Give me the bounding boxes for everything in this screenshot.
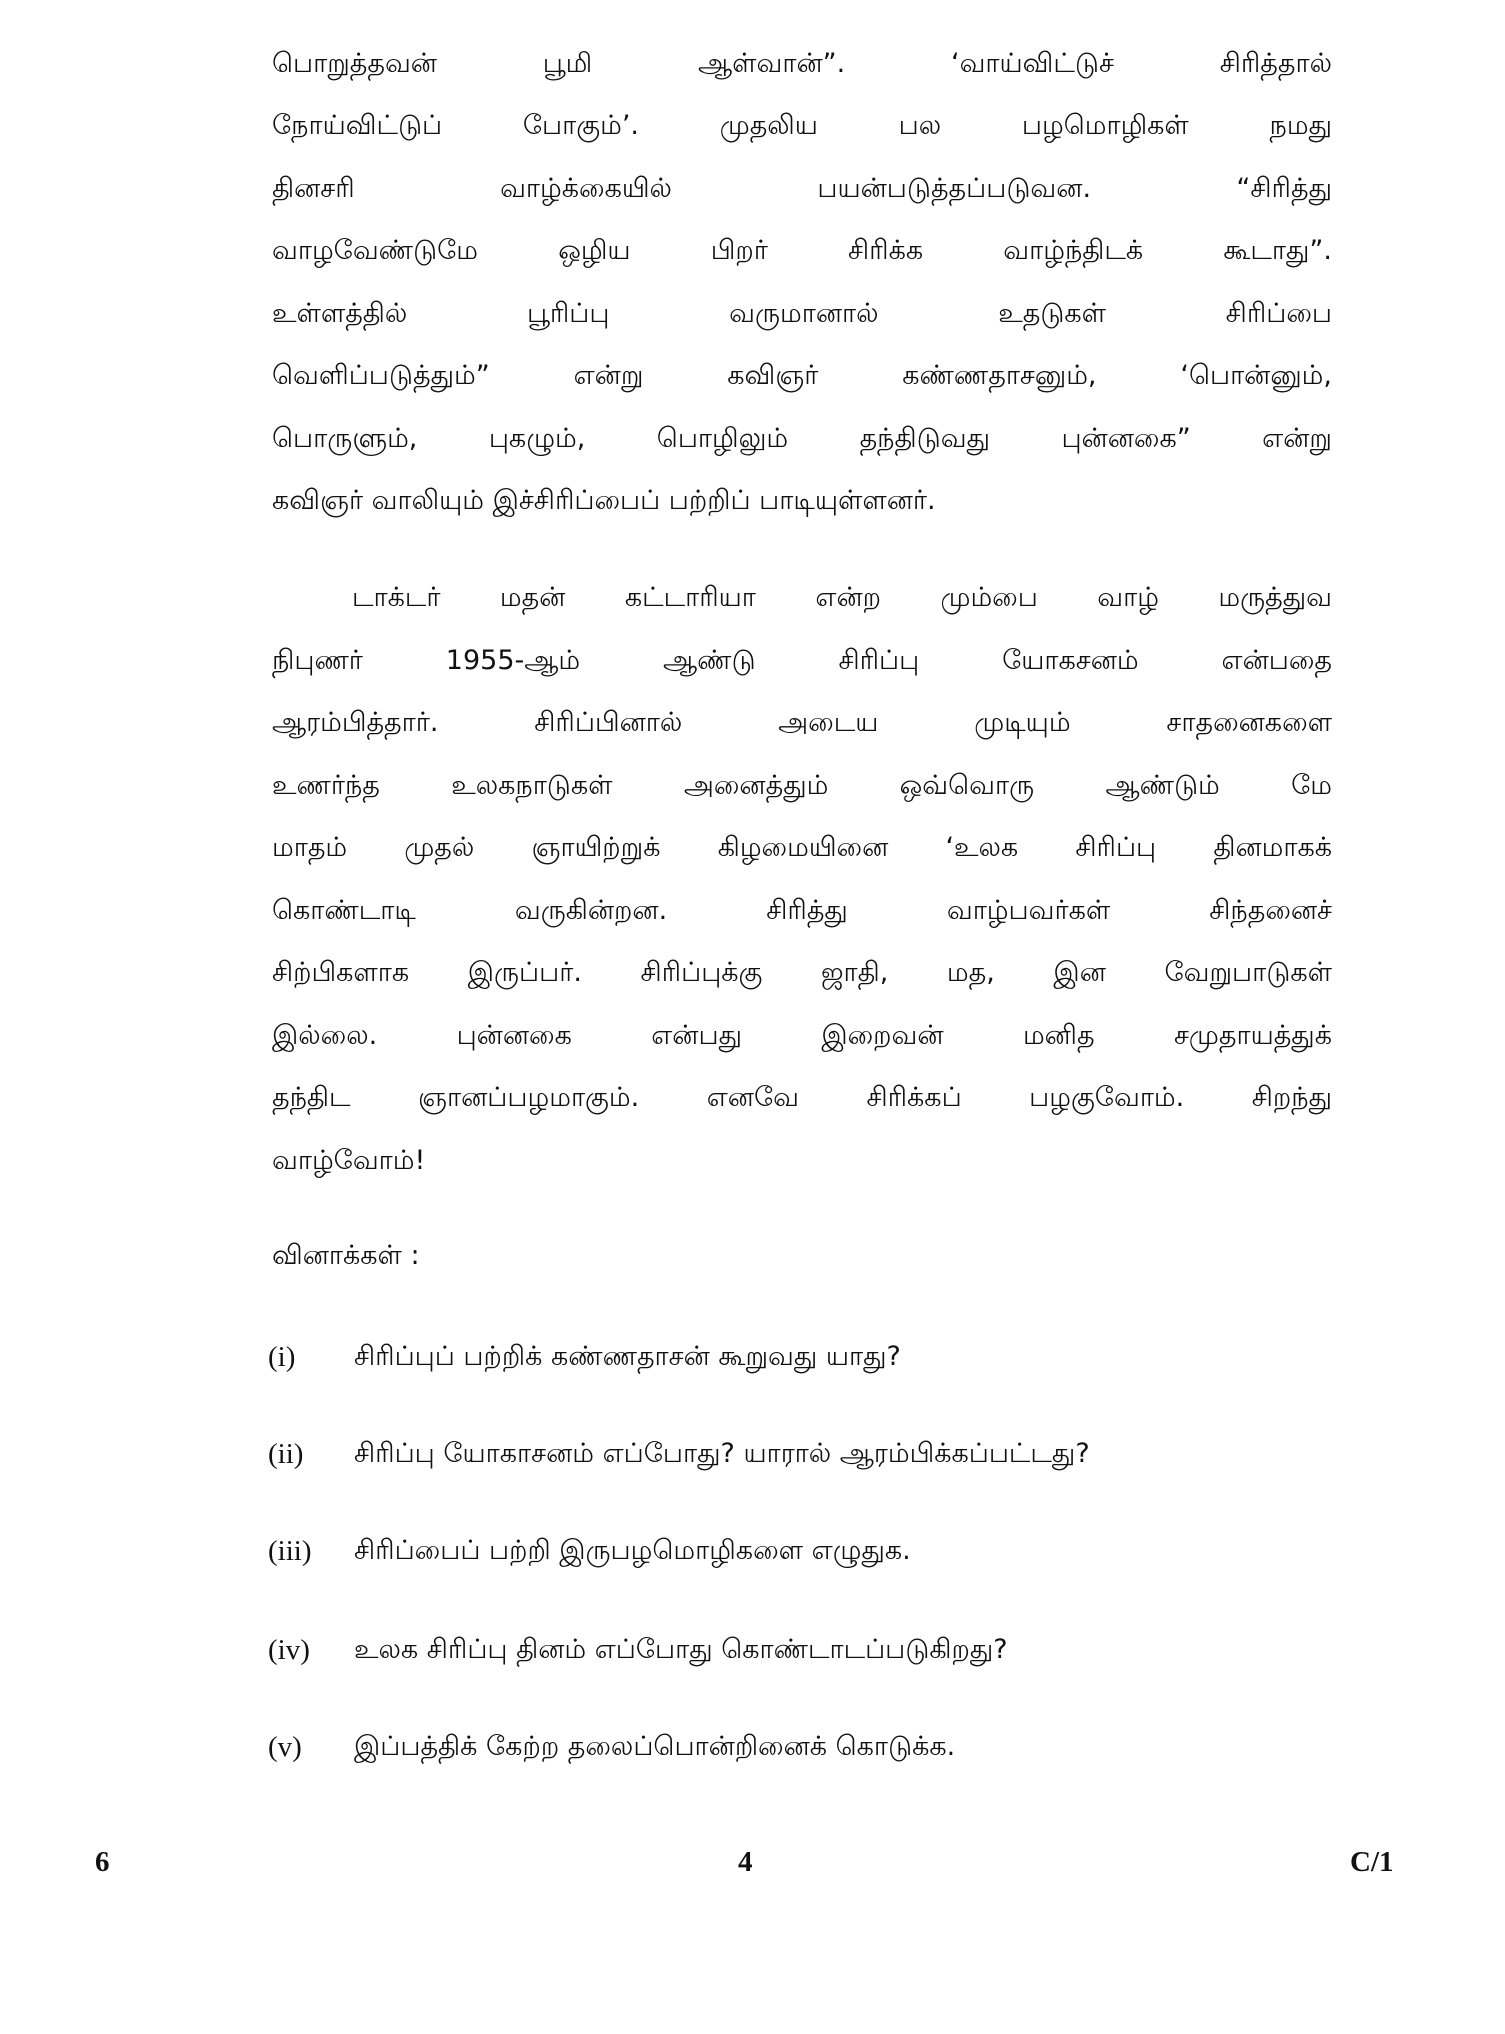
question-label: (i) — [268, 1341, 296, 1373]
passage-line: சிற்பிகளாக இருப்பர். சிரிப்புக்கு ஜாதி, மத, இன வேறுபாடுகள் — [272, 957, 1332, 988]
passage-line: வெளிப்படுத்தும்” என்று கவிஞர் கண்ணதாசனும், ‘பொன்னும், — [272, 360, 1332, 391]
passage-line: வாழ்வோம்! — [272, 1145, 426, 1176]
passage-line: ஆரம்பித்தார். சிரிப்பினால் அடைய முடியும் சாதனைகளை — [272, 707, 1332, 738]
question-text: சிரிப்புப் பற்றிக் கண்ணதாசன் கூறுவது யாது? — [354, 1341, 901, 1372]
passage-line: கொண்டாடி வருகின்றன. சிரித்து வாழ்பவர்கள் சிந்தனைச் — [272, 895, 1332, 926]
question-label: (iii) — [268, 1535, 312, 1567]
question-text: இப்பத்திக் கேற்ற தலைப்பொன்றினைக் கொடுக்க. — [354, 1731, 956, 1762]
question-text: சிரிப்பைப் பற்றி இருபழமொழிகளை எழுதுக. — [354, 1535, 911, 1566]
passage-line: தினசரி வாழ்க்கையில் பயன்படுத்தப்படுவன. “சிரித்து — [272, 173, 1332, 204]
passage-line: உள்ளத்தில் பூரிப்பு வருமானால் உதடுகள் சிரிப்பை — [272, 298, 1332, 329]
passage-line: நிபுணர் 1955-ஆம் ஆண்டு சிரிப்பு யோகசனம் என்பதை — [272, 645, 1332, 676]
question-label: (ii) — [268, 1438, 304, 1470]
passage-line: தந்திட ஞானப்பழமாகும். எனவே சிரிக்கப் பழகுவோம். சிறந்து — [272, 1082, 1332, 1113]
passage-line: மாதம் முதல் ஞாயிற்றுக் கிழமையினை ‘உலக சிரிப்பு தினமாகக் — [272, 832, 1332, 863]
passage-line: நோய்விட்டுப் போகும்’. முதலிய பல பழமொழிகள் நமது — [272, 110, 1332, 141]
passage-line: வாழவேண்டுமே ஒழிய பிறர் சிரிக்க வாழ்ந்திடக் கூடாது”. — [272, 235, 1332, 266]
passage-line: டாக்டர் மதன் கட்டாரியா என்ற மும்பை வாழ் மருத்துவ — [352, 582, 1332, 613]
question-label: (v) — [268, 1731, 302, 1763]
passage-line: பொறுத்தவன் பூமி ஆள்வான்”. ‘வாய்விட்டுச் சிரித்தால் — [272, 48, 1332, 79]
question-label: (iv) — [268, 1634, 310, 1666]
page-number: 4 — [738, 1846, 753, 1878]
questions-heading: வினாக்கள் : — [272, 1240, 420, 1271]
footer-set-code: C/1 — [1350, 1846, 1394, 1878]
question-text: சிரிப்பு யோகாசனம் எப்போது? யாரால் ஆரம்பிக்கப்பட்டது? — [354, 1438, 1090, 1469]
passage-line: இல்லை. புன்னகை என்பது இறைவன் மனித சமுதாயத்துக் — [272, 1020, 1332, 1051]
passage-line: கவிஞர் வாலியும் இச்சிரிப்பைப் பற்றிப் பாடியுள்ளனர். — [272, 485, 936, 516]
passage-line: உணர்ந்த உலகநாடுகள் அனைத்தும் ஒவ்வொரு ஆண்டும் மே — [272, 770, 1332, 801]
footer-code: 6 — [95, 1846, 110, 1878]
passage-line: பொருளும், புகழும், பொழிலும் தந்திடுவது புன்னகை” என்று — [272, 423, 1332, 454]
question-text: உலக சிரிப்பு தினம் எப்போது கொண்டாடப்படுகிறது? — [354, 1634, 1008, 1665]
